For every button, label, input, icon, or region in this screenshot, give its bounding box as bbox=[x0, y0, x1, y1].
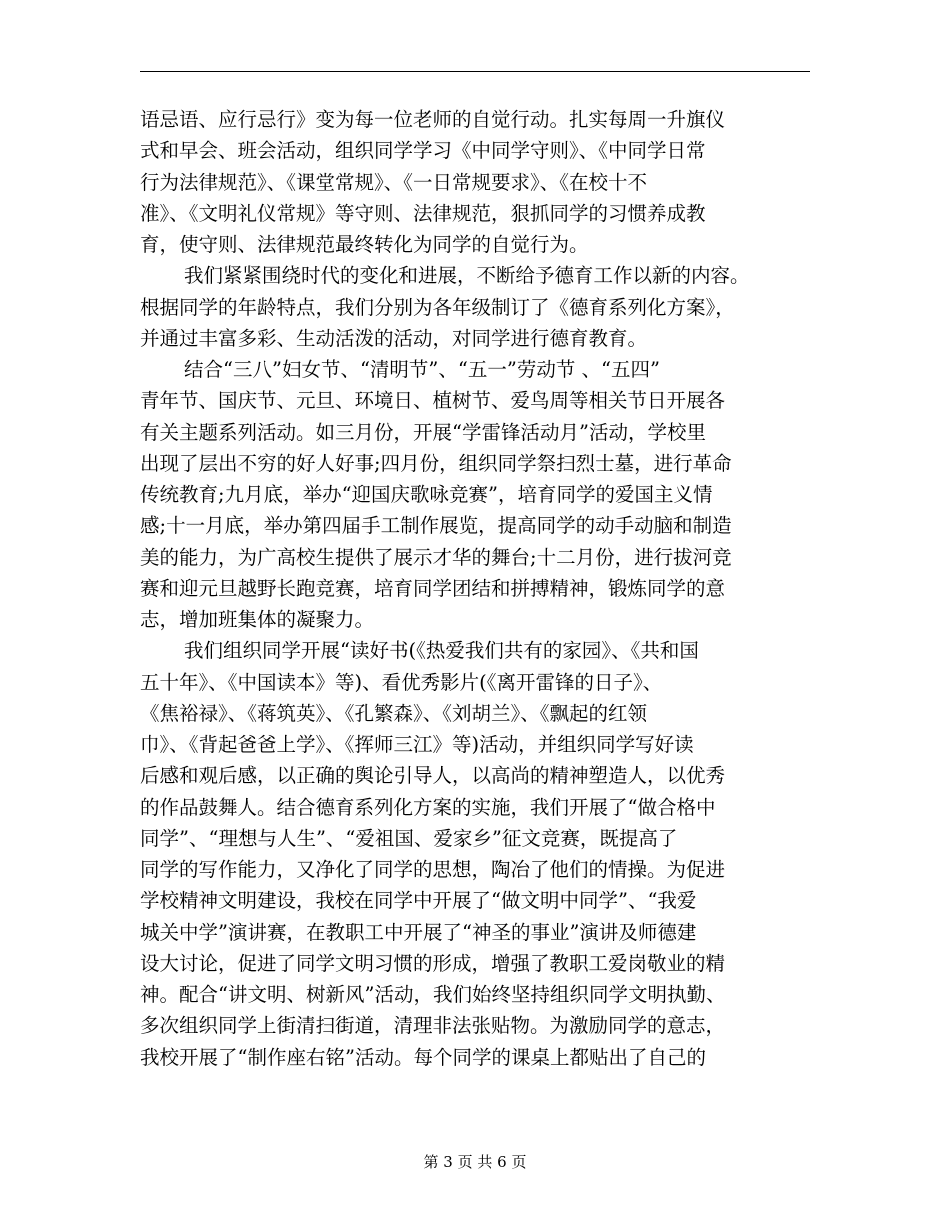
text-line: 育，使守则、法律规范最终转化为同学的自觉行为。 bbox=[140, 233, 589, 256]
header-rule bbox=[140, 71, 810, 72]
text-line: 出现了层出不穷的好人好事;四月份，组织同学祭扫烈士墓，进行革命 bbox=[140, 451, 732, 475]
text-line: 我校开展了“制作座右铭”活动。每个同学的课桌上都贴出了自己的 bbox=[140, 1045, 706, 1069]
text-line: 有关主题系列活动。如三月份，开展“学雷锋活动月”活动，学校里 bbox=[140, 420, 706, 444]
text-line: 美的能力，为广高校生提供了展示才华的舞台;十二月份，进行拔河竞 bbox=[140, 545, 732, 569]
text-line: 城关中学”演讲赛，在教职工中开展了“神圣的事业”演讲及师德建 bbox=[140, 920, 697, 944]
text-line: 语忌语、应行忌行》变为每一位老师的自觉行动。扎实每周一升旗仪 bbox=[140, 108, 726, 131]
text-line: 设大讨论，促进了同学文明习惯的形成，增强了教职工爱岗敬业的精 bbox=[140, 951, 726, 975]
text-line: 的作品鼓舞人。结合德育系列化方案的实施，我们开展了“做合格中 bbox=[140, 795, 716, 819]
text-line: 志，增加班集体的凝聚力。 bbox=[140, 608, 375, 631]
paragraph-first-line: 我们组织同学开展“读好书(《热爱我们共有的家园》、《共和国 bbox=[184, 639, 699, 663]
text-line: 感;十一月底，举办第四届手工制作展览，提高同学的动手动脑和制造 bbox=[140, 514, 732, 538]
text-line: 多次组织同学上街清扫街道，清理非法张贴物。为激励同学的意志， bbox=[140, 1014, 726, 1038]
text-line: 根据同学的年龄特点，我们分别为各年级制订了《德育系列化方案》， bbox=[140, 295, 735, 319]
page-number-footer: 第 3 页 共 6 页 bbox=[423, 1153, 527, 1171]
text-line: 同学的写作能力，又净化了同学的思想，陶冶了他们的情操。为促进 bbox=[140, 858, 726, 881]
text-line: 神。配合“讲文明、树新风”活动，我们始终坚持组织同学文明执勤、 bbox=[140, 983, 726, 1006]
text-line: 巾》、《背起爸爸上学》、《挥师三江》等)活动，并组织同学写好读 bbox=[140, 733, 694, 756]
text-line: 并通过丰富多彩、生动活泼的活动，对同学进行德育教育。 bbox=[140, 326, 648, 350]
text-line: 赛和迎元旦越野长跑竞赛，培育同学团结和拼搏精神，锻炼同学的意 bbox=[140, 576, 726, 600]
text-line: 传统教育;九月底，举办“迎国庆歌咏竞赛”，培育同学的爱国主义情 bbox=[140, 483, 713, 506]
paragraph-first-line: 我们紧紧围绕时代的变化和进展，不断给予德育工作以新的内容。 bbox=[184, 264, 750, 288]
text-line: 行为法律规范》、《课堂常规》、《一日常规要求》、《在校十不 bbox=[140, 170, 648, 194]
paragraph-first-line: 结合“三八”妇女节、“清明节”、“五一”劳动节 、“五四” bbox=[184, 358, 660, 381]
text-line: 同学”、“理想与人生”、“爱祖国、爱家乡”征文竞赛，既提高了 bbox=[140, 826, 678, 850]
text-line: 青年节、国庆节、元旦、环境日、植树节、爱鸟周等相关节日开展各 bbox=[140, 389, 726, 413]
text-line: 式和早会、班会活动，组织同学学习《中同学守则》、《中同学日常 bbox=[140, 139, 706, 163]
text-line: 学校精神文明建设，我校在同学中开展了“做文明中同学”、“我爱 bbox=[140, 889, 697, 913]
text-line: 五十年》、《中国读本》等)、看优秀影片(《离开雷锋的日子》、 bbox=[140, 670, 663, 694]
text-line: 后感和观后感，以正确的舆论引导人，以高尚的精神塑造人，以优秀 bbox=[140, 764, 726, 788]
text-line: 准》、《文明礼仪常规》等守则、法律规范，狠抓同学的习惯养成教 bbox=[140, 201, 706, 225]
body-text bbox=[140, 104, 810, 1073]
text-line: 《焦裕禄》、《蒋筑英》、《孔繁森》、《刘胡兰》、《飘起的红领 bbox=[140, 701, 648, 725]
